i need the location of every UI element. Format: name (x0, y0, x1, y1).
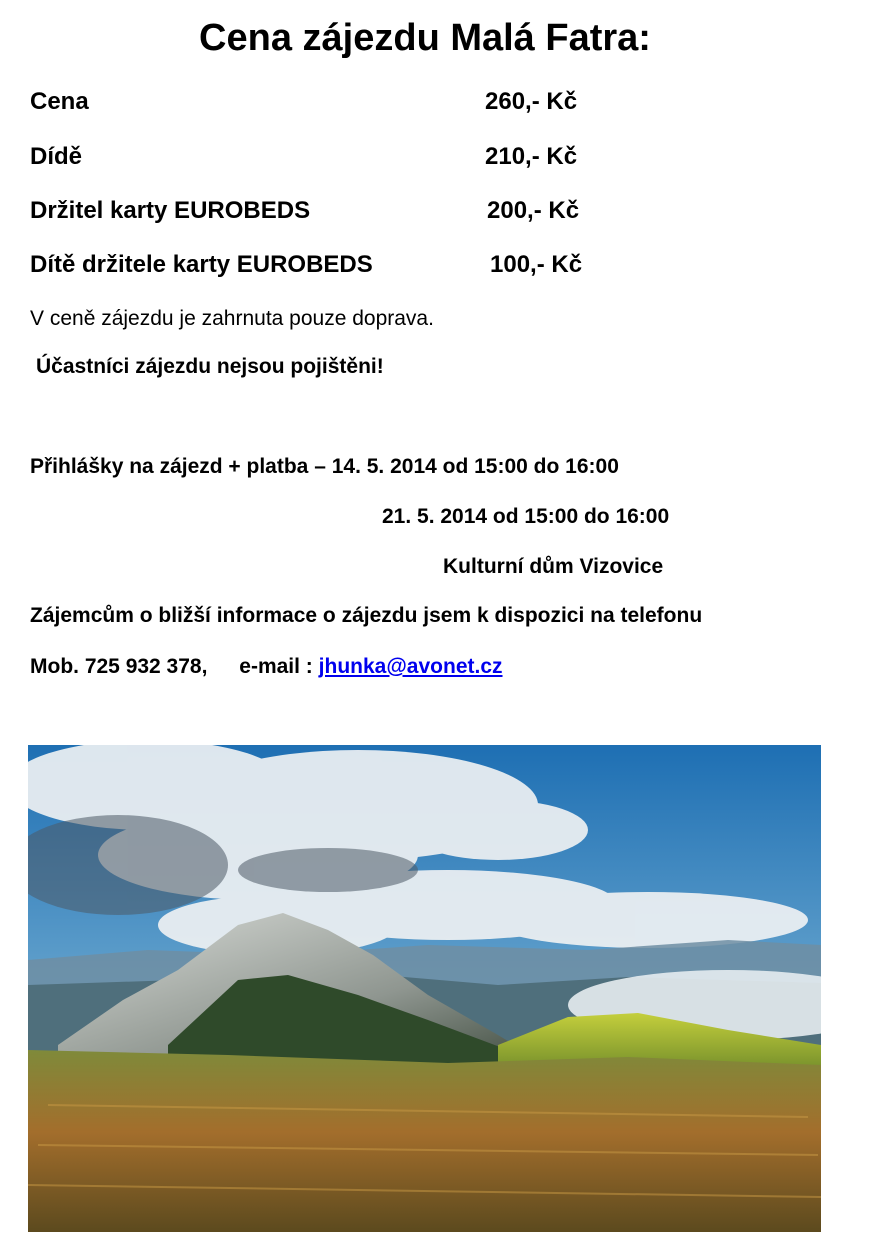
mountain-landscape-image (28, 745, 821, 1232)
price-label: Dítě držitele karty EUROBEDS (30, 251, 373, 278)
registration-line-2: 21. 5. 2014 od 15:00 do 16:00 (382, 505, 670, 528)
page-title: Cena zájezdu Malá Fatra: (199, 17, 651, 59)
registration-place: Kulturní dům Vizovice (443, 555, 664, 578)
registration-line-1: Přihlášky na zájezd + platba – 14. 5. 2014 od 15:00 do 16:00 (30, 455, 619, 478)
email-link[interactable]: jhunka@avonet.cz (318, 655, 503, 678)
contact-line (30, 653, 503, 681)
price-amount: 260,- Kč (485, 88, 578, 115)
email-label: e-mail : (239, 655, 313, 678)
price-amount: 200,- Kč (487, 197, 580, 224)
price-label: Držitel karty EUROBEDS (30, 197, 311, 224)
phone-number: Mob. 725 932 378, (30, 655, 208, 678)
price-label: Dídě (30, 143, 83, 170)
price-label: Cena (30, 88, 89, 115)
price-amount: 100,- Kč (490, 251, 583, 278)
contact-info: Zájemcům o bližší informace o zájezdu jsem k dispozici na telefonu (30, 604, 703, 627)
price-note: V ceně zájezdu je zahrnuta pouze doprava. (30, 307, 434, 330)
price-amount: 210,- Kč (485, 143, 578, 170)
mountain-landscape-photo (28, 745, 821, 1232)
insurance-warning: Účastníci zájezdu nejsou pojištěni! (36, 355, 384, 378)
